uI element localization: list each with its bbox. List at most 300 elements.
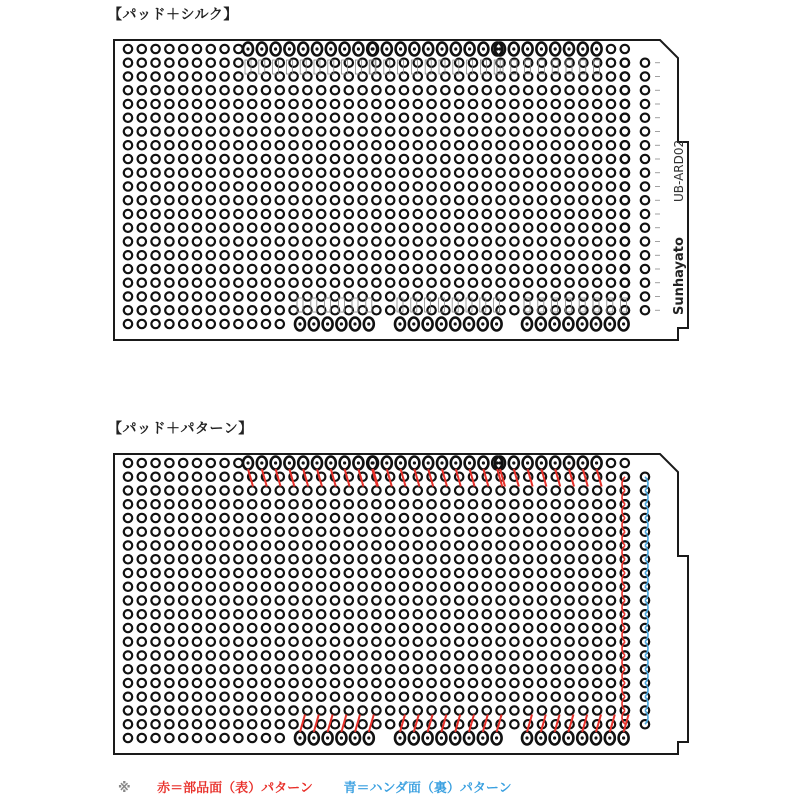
pad bbox=[524, 693, 532, 701]
pad bbox=[276, 596, 284, 604]
pad bbox=[151, 210, 159, 218]
pad bbox=[234, 169, 242, 177]
pad bbox=[289, 155, 297, 163]
pad bbox=[455, 251, 463, 259]
pad bbox=[193, 320, 201, 328]
pad bbox=[593, 155, 601, 163]
pad bbox=[303, 72, 311, 80]
pad bbox=[427, 486, 435, 494]
pad bbox=[151, 72, 159, 80]
pad bbox=[179, 45, 187, 53]
pad bbox=[496, 583, 504, 591]
pad bbox=[552, 210, 560, 218]
pad bbox=[248, 237, 256, 245]
pad bbox=[469, 127, 477, 135]
pad bbox=[124, 473, 132, 481]
pad bbox=[317, 720, 325, 728]
pad bbox=[469, 528, 477, 536]
pad bbox=[455, 596, 463, 604]
pad bbox=[248, 182, 256, 190]
pad-hole bbox=[298, 322, 301, 325]
pad bbox=[386, 182, 394, 190]
pad bbox=[276, 292, 284, 300]
pad-hole bbox=[539, 736, 542, 739]
pad-hole bbox=[246, 47, 249, 50]
pad bbox=[641, 224, 649, 232]
pad bbox=[193, 665, 201, 673]
pad bbox=[510, 486, 518, 494]
pad bbox=[552, 610, 560, 618]
pad bbox=[331, 500, 339, 508]
pad-hole bbox=[288, 461, 291, 464]
pad bbox=[538, 651, 546, 659]
pad bbox=[510, 72, 518, 80]
pad bbox=[151, 127, 159, 135]
pad bbox=[248, 514, 256, 522]
pad bbox=[524, 486, 532, 494]
pad bbox=[496, 141, 504, 149]
pad bbox=[579, 651, 587, 659]
pad bbox=[165, 320, 173, 328]
pad bbox=[524, 155, 532, 163]
pad bbox=[427, 541, 435, 549]
legend bbox=[118, 777, 512, 796]
pad bbox=[303, 224, 311, 232]
pad bbox=[607, 706, 615, 714]
pad bbox=[386, 720, 394, 728]
model-label: UB-ARD02 bbox=[672, 139, 686, 202]
pad bbox=[358, 486, 366, 494]
pad bbox=[207, 100, 215, 108]
pad bbox=[234, 155, 242, 163]
pad bbox=[414, 251, 422, 259]
pad bbox=[248, 665, 256, 673]
pad bbox=[303, 610, 311, 618]
pad bbox=[441, 251, 449, 259]
pad bbox=[151, 86, 159, 94]
pad bbox=[593, 651, 601, 659]
pad-hole bbox=[481, 736, 484, 739]
pad-hole bbox=[367, 736, 370, 739]
pad bbox=[289, 127, 297, 135]
pad bbox=[234, 210, 242, 218]
pad bbox=[386, 486, 394, 494]
pad bbox=[607, 459, 615, 467]
pad bbox=[483, 706, 491, 714]
pad bbox=[565, 555, 573, 563]
pad-hole bbox=[498, 461, 501, 464]
pad bbox=[414, 279, 422, 287]
pad bbox=[138, 265, 146, 273]
pad bbox=[303, 100, 311, 108]
pad-hole bbox=[526, 461, 529, 464]
pad bbox=[151, 265, 159, 273]
pad bbox=[193, 583, 201, 591]
pad bbox=[372, 693, 380, 701]
pad bbox=[400, 127, 408, 135]
pad bbox=[165, 693, 173, 701]
pad bbox=[358, 706, 366, 714]
pad bbox=[303, 196, 311, 204]
pad bbox=[579, 500, 587, 508]
pad bbox=[496, 86, 504, 94]
pad bbox=[345, 555, 353, 563]
pad bbox=[124, 665, 132, 673]
pad bbox=[641, 141, 649, 149]
pad bbox=[483, 237, 491, 245]
pad bbox=[179, 114, 187, 122]
pad-hole bbox=[260, 461, 263, 464]
pad bbox=[593, 555, 601, 563]
pad bbox=[248, 127, 256, 135]
pad bbox=[565, 624, 573, 632]
pad bbox=[234, 596, 242, 604]
pad bbox=[579, 665, 587, 673]
pad bbox=[262, 720, 270, 728]
pad bbox=[262, 265, 270, 273]
pad bbox=[193, 596, 201, 604]
pad bbox=[151, 665, 159, 673]
pad bbox=[276, 72, 284, 80]
pad bbox=[179, 720, 187, 728]
pad bbox=[607, 251, 615, 259]
pad bbox=[538, 237, 546, 245]
pad bbox=[427, 528, 435, 536]
pad bbox=[220, 541, 228, 549]
pad bbox=[524, 251, 532, 259]
pad bbox=[441, 169, 449, 177]
pad bbox=[386, 555, 394, 563]
pad bbox=[234, 320, 242, 328]
pad bbox=[138, 237, 146, 245]
pad bbox=[510, 693, 518, 701]
pad bbox=[220, 169, 228, 177]
pad-hole bbox=[553, 736, 556, 739]
pad bbox=[317, 210, 325, 218]
pad bbox=[483, 514, 491, 522]
pad bbox=[331, 486, 339, 494]
pad bbox=[483, 583, 491, 591]
pad bbox=[565, 693, 573, 701]
pad bbox=[400, 528, 408, 536]
pad bbox=[386, 679, 394, 687]
pad bbox=[220, 706, 228, 714]
pad bbox=[552, 114, 560, 122]
pad bbox=[524, 265, 532, 273]
pad bbox=[124, 706, 132, 714]
pad bbox=[248, 224, 256, 232]
pad bbox=[193, 127, 201, 135]
pad bbox=[414, 292, 422, 300]
pad bbox=[483, 169, 491, 177]
pad bbox=[138, 665, 146, 673]
pad bbox=[331, 251, 339, 259]
pad bbox=[179, 638, 187, 646]
pad bbox=[496, 114, 504, 122]
pad bbox=[276, 651, 284, 659]
pad-hole bbox=[302, 461, 305, 464]
pad-hole bbox=[540, 47, 543, 50]
pad bbox=[234, 127, 242, 135]
pad bbox=[372, 114, 380, 122]
pad bbox=[165, 141, 173, 149]
pad bbox=[641, 86, 649, 94]
pad bbox=[207, 59, 215, 67]
pad bbox=[179, 651, 187, 659]
pad bbox=[220, 210, 228, 218]
pad bbox=[138, 541, 146, 549]
pad bbox=[372, 155, 380, 163]
pad bbox=[593, 638, 601, 646]
pad bbox=[414, 555, 422, 563]
pad-hole bbox=[315, 461, 318, 464]
pad bbox=[496, 251, 504, 259]
pad bbox=[358, 569, 366, 577]
pad bbox=[400, 141, 408, 149]
pad bbox=[207, 127, 215, 135]
pad bbox=[441, 155, 449, 163]
pad bbox=[234, 638, 242, 646]
pad bbox=[138, 114, 146, 122]
pad bbox=[455, 141, 463, 149]
pad bbox=[414, 210, 422, 218]
pad-hole bbox=[540, 461, 543, 464]
pad bbox=[579, 279, 587, 287]
pad bbox=[400, 486, 408, 494]
pad bbox=[483, 528, 491, 536]
pad bbox=[593, 596, 601, 604]
pad bbox=[483, 638, 491, 646]
pad bbox=[372, 665, 380, 673]
pad bbox=[303, 528, 311, 536]
pad bbox=[248, 196, 256, 204]
pad bbox=[179, 265, 187, 273]
pad bbox=[607, 624, 615, 632]
pad bbox=[276, 541, 284, 549]
pad-hole bbox=[426, 736, 429, 739]
pad bbox=[607, 265, 615, 273]
pad bbox=[303, 679, 311, 687]
pad bbox=[262, 196, 270, 204]
pad bbox=[607, 114, 615, 122]
pad bbox=[165, 706, 173, 714]
pad bbox=[262, 141, 270, 149]
pad bbox=[165, 679, 173, 687]
pad bbox=[510, 583, 518, 591]
pad bbox=[579, 569, 587, 577]
pad bbox=[303, 210, 311, 218]
pad-hole bbox=[312, 736, 315, 739]
pad bbox=[400, 210, 408, 218]
pad bbox=[303, 555, 311, 563]
pad-hole bbox=[454, 736, 457, 739]
pad bbox=[524, 196, 532, 204]
pad bbox=[262, 169, 270, 177]
pad bbox=[220, 693, 228, 701]
pad bbox=[276, 679, 284, 687]
pad bbox=[234, 734, 242, 742]
pad bbox=[552, 486, 560, 494]
pad bbox=[303, 114, 311, 122]
pad bbox=[469, 500, 477, 508]
pad bbox=[510, 596, 518, 604]
pad bbox=[579, 72, 587, 80]
pad bbox=[607, 473, 615, 481]
pad bbox=[496, 665, 504, 673]
pad bbox=[124, 583, 132, 591]
pad bbox=[414, 638, 422, 646]
pad bbox=[524, 651, 532, 659]
pad-hole bbox=[427, 461, 430, 464]
pad bbox=[358, 100, 366, 108]
pad bbox=[317, 665, 325, 673]
pad bbox=[276, 100, 284, 108]
pad bbox=[220, 596, 228, 604]
pad-hole bbox=[539, 322, 542, 325]
pad bbox=[372, 514, 380, 522]
pad bbox=[579, 706, 587, 714]
pad bbox=[151, 59, 159, 67]
pad bbox=[593, 100, 601, 108]
pad bbox=[179, 596, 187, 604]
pad bbox=[414, 86, 422, 94]
pad bbox=[524, 528, 532, 536]
pad bbox=[303, 86, 311, 94]
pad bbox=[124, 569, 132, 577]
pad bbox=[607, 196, 615, 204]
pad bbox=[607, 651, 615, 659]
pad bbox=[248, 734, 256, 742]
pad bbox=[220, 679, 228, 687]
pad bbox=[552, 569, 560, 577]
pad bbox=[510, 279, 518, 287]
pad bbox=[441, 514, 449, 522]
pad bbox=[220, 665, 228, 673]
pad bbox=[138, 306, 146, 314]
pad bbox=[317, 72, 325, 80]
pad bbox=[469, 514, 477, 522]
pad bbox=[124, 182, 132, 190]
pad bbox=[317, 182, 325, 190]
pad-hole bbox=[413, 461, 416, 464]
pad bbox=[151, 693, 159, 701]
pad bbox=[510, 306, 518, 314]
pad bbox=[552, 182, 560, 190]
pad bbox=[151, 320, 159, 328]
pad-hole bbox=[312, 322, 315, 325]
pad bbox=[345, 693, 353, 701]
pad bbox=[331, 237, 339, 245]
pad bbox=[579, 196, 587, 204]
pad bbox=[234, 251, 242, 259]
pad bbox=[565, 679, 573, 687]
pad bbox=[124, 514, 132, 522]
pad bbox=[165, 665, 173, 673]
pad-hole bbox=[412, 736, 415, 739]
pad bbox=[248, 306, 256, 314]
pad bbox=[372, 196, 380, 204]
pad bbox=[151, 706, 159, 714]
pad bbox=[441, 500, 449, 508]
pad bbox=[248, 486, 256, 494]
pad bbox=[386, 251, 394, 259]
pad bbox=[317, 514, 325, 522]
pad bbox=[345, 514, 353, 522]
pad-hole bbox=[553, 322, 556, 325]
pad bbox=[607, 500, 615, 508]
pad bbox=[593, 665, 601, 673]
pad bbox=[607, 224, 615, 232]
pad bbox=[234, 72, 242, 80]
pad bbox=[469, 141, 477, 149]
pad bbox=[427, 665, 435, 673]
pad bbox=[151, 224, 159, 232]
pad bbox=[207, 638, 215, 646]
pad bbox=[331, 210, 339, 218]
pad bbox=[538, 610, 546, 618]
pad bbox=[565, 596, 573, 604]
pad-hole bbox=[454, 47, 457, 50]
pad-hole bbox=[525, 736, 528, 739]
pad bbox=[579, 486, 587, 494]
pad bbox=[565, 610, 573, 618]
pad bbox=[124, 100, 132, 108]
pad bbox=[303, 486, 311, 494]
pad bbox=[386, 169, 394, 177]
pad bbox=[220, 624, 228, 632]
pad bbox=[372, 127, 380, 135]
pad bbox=[565, 486, 573, 494]
pad bbox=[358, 720, 366, 728]
pad bbox=[358, 114, 366, 122]
pad bbox=[248, 638, 256, 646]
pad-hole bbox=[298, 736, 301, 739]
pad-hole bbox=[525, 322, 528, 325]
pad bbox=[234, 693, 242, 701]
pad bbox=[207, 583, 215, 591]
pad bbox=[372, 306, 380, 314]
pad bbox=[179, 320, 187, 328]
pad bbox=[276, 693, 284, 701]
pad bbox=[579, 155, 587, 163]
pad bbox=[317, 224, 325, 232]
pad bbox=[524, 665, 532, 673]
pad bbox=[469, 155, 477, 163]
pad bbox=[220, 100, 228, 108]
pad-hole bbox=[622, 736, 625, 739]
pad bbox=[400, 693, 408, 701]
pad-hole bbox=[467, 736, 470, 739]
pad bbox=[151, 196, 159, 204]
pad bbox=[469, 541, 477, 549]
pad bbox=[400, 182, 408, 190]
pad bbox=[414, 100, 422, 108]
pad bbox=[345, 720, 353, 728]
pad bbox=[124, 265, 132, 273]
pad bbox=[220, 45, 228, 53]
pad bbox=[441, 610, 449, 618]
pad bbox=[510, 638, 518, 646]
pad bbox=[579, 528, 587, 536]
pad bbox=[303, 141, 311, 149]
pad bbox=[372, 100, 380, 108]
pad-hole bbox=[329, 47, 332, 50]
pad bbox=[262, 679, 270, 687]
pad-hole bbox=[340, 736, 343, 739]
pad bbox=[607, 86, 615, 94]
pad bbox=[248, 210, 256, 218]
pad bbox=[441, 665, 449, 673]
